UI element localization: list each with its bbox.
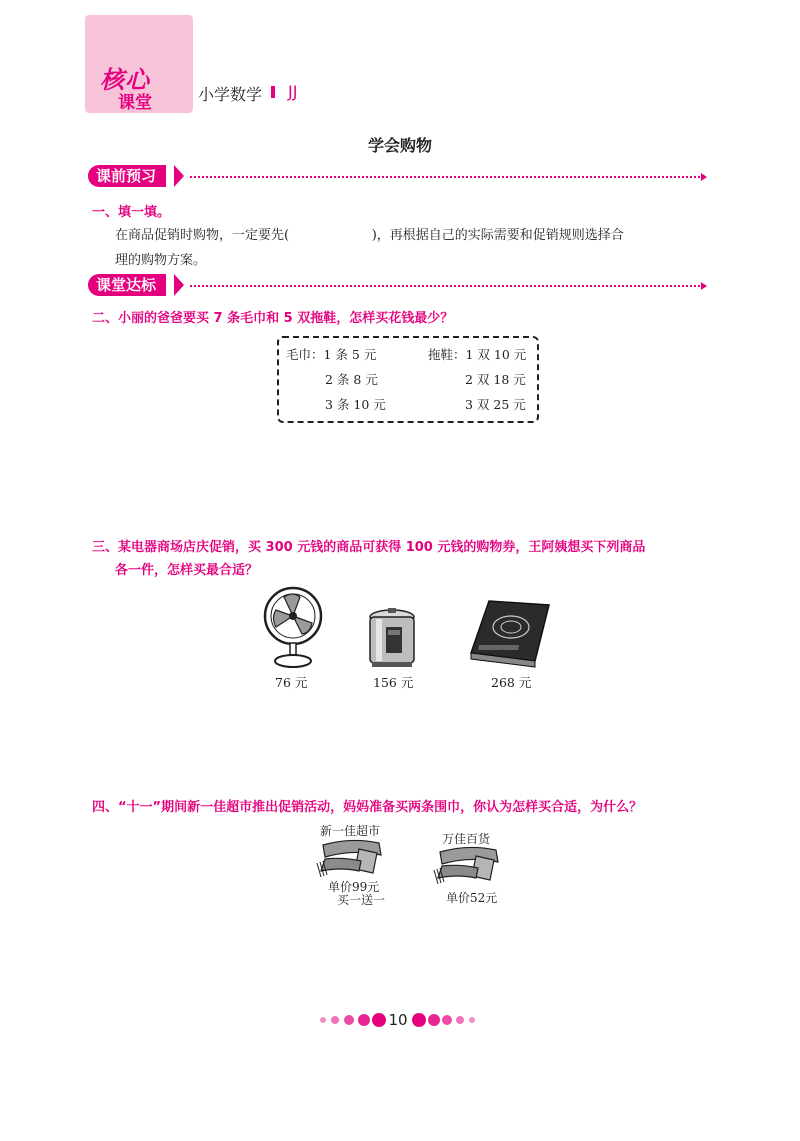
- electric-fan-icon: [262, 583, 324, 669]
- question-3-line-1: 三、某电器商场店庆促销，买 300 元钱的商品可获得 100 元钱的购物券，王阿姨想买下列商品: [92, 540, 646, 555]
- section-badge-preview: 课前预习: [88, 165, 166, 187]
- question-2-heading: 二、小丽的爸爸要买 7 条毛巾和 5 双拖鞋，怎样买花钱最少？: [92, 311, 454, 326]
- footer-dot: [412, 1013, 426, 1027]
- subject-separator: [271, 86, 275, 98]
- shop-2-price: 单价52元: [446, 891, 498, 905]
- footer-dot: [456, 1016, 464, 1024]
- towel-price-2: 2 条 8 元: [325, 372, 378, 387]
- question-1-heading: 一、填一填。: [92, 205, 171, 220]
- section-badge-tip: [174, 274, 184, 296]
- footer-dot: [358, 1014, 370, 1026]
- section-badge-tip: [174, 165, 184, 187]
- footer-dot: [331, 1016, 339, 1024]
- arrow-right-icon: [701, 173, 707, 181]
- slipper-price-3: 3 双 25 元: [465, 397, 526, 412]
- footer-dot: [428, 1014, 440, 1026]
- pressure-cooker-price: 156 元: [373, 675, 414, 690]
- section-divider: [190, 176, 700, 178]
- question-1-line-1: 在商品促销时购物，一定要先( )，再根据自己的实际需要和促销规则选择合: [115, 228, 624, 243]
- shop-2-name: 万佳百货: [442, 832, 491, 846]
- pressure-cooker-icon: [366, 607, 418, 669]
- logo-text-top: 核心: [100, 66, 150, 94]
- logo-text-bottom: 课堂: [118, 93, 152, 113]
- question-4-heading: 四、“十一”期间新一佳超市推出促销活动，妈妈准备买两条围巾，你认为怎样买合适，为什么？: [92, 800, 643, 815]
- page-title: 学会购物: [367, 136, 432, 155]
- page-number: 10: [388, 1011, 408, 1029]
- induction-cooker-price: 268 元: [491, 675, 532, 690]
- subject-label: 小学数学: [198, 85, 263, 104]
- section-divider: [190, 285, 700, 287]
- shop-1-name: 新一佳超市: [320, 824, 381, 838]
- scarf-icon: [315, 837, 387, 881]
- footer-dot: [320, 1017, 326, 1023]
- question-3-line-2: 各一件，怎样买最合适？: [115, 563, 259, 578]
- footer-dot: [469, 1017, 475, 1023]
- footer-dot: [442, 1015, 452, 1025]
- arrow-right-icon: [701, 282, 707, 290]
- slipper-price-2: 2 双 18 元: [465, 372, 526, 387]
- footer-dot: [372, 1013, 386, 1027]
- footer-dot: [344, 1015, 354, 1025]
- induction-cooker-icon: [469, 597, 553, 669]
- towel-price-1: 毛巾：1 条 5 元: [286, 347, 377, 362]
- section-badge-classroom: 课堂达标: [88, 274, 166, 296]
- shop-1-price: 单价99元: [328, 880, 380, 894]
- slipper-price-1: 拖鞋：1 双 10 元: [428, 347, 527, 362]
- edition-label: JJ: [288, 82, 298, 101]
- shop-1-promo: 买一送一: [337, 893, 386, 907]
- scarf-icon: [432, 844, 504, 888]
- question-1-line-2: 理的购物方案。: [115, 253, 207, 268]
- towel-price-3: 3 条 10 元: [325, 397, 386, 412]
- fan-price: 76 元: [275, 675, 308, 690]
